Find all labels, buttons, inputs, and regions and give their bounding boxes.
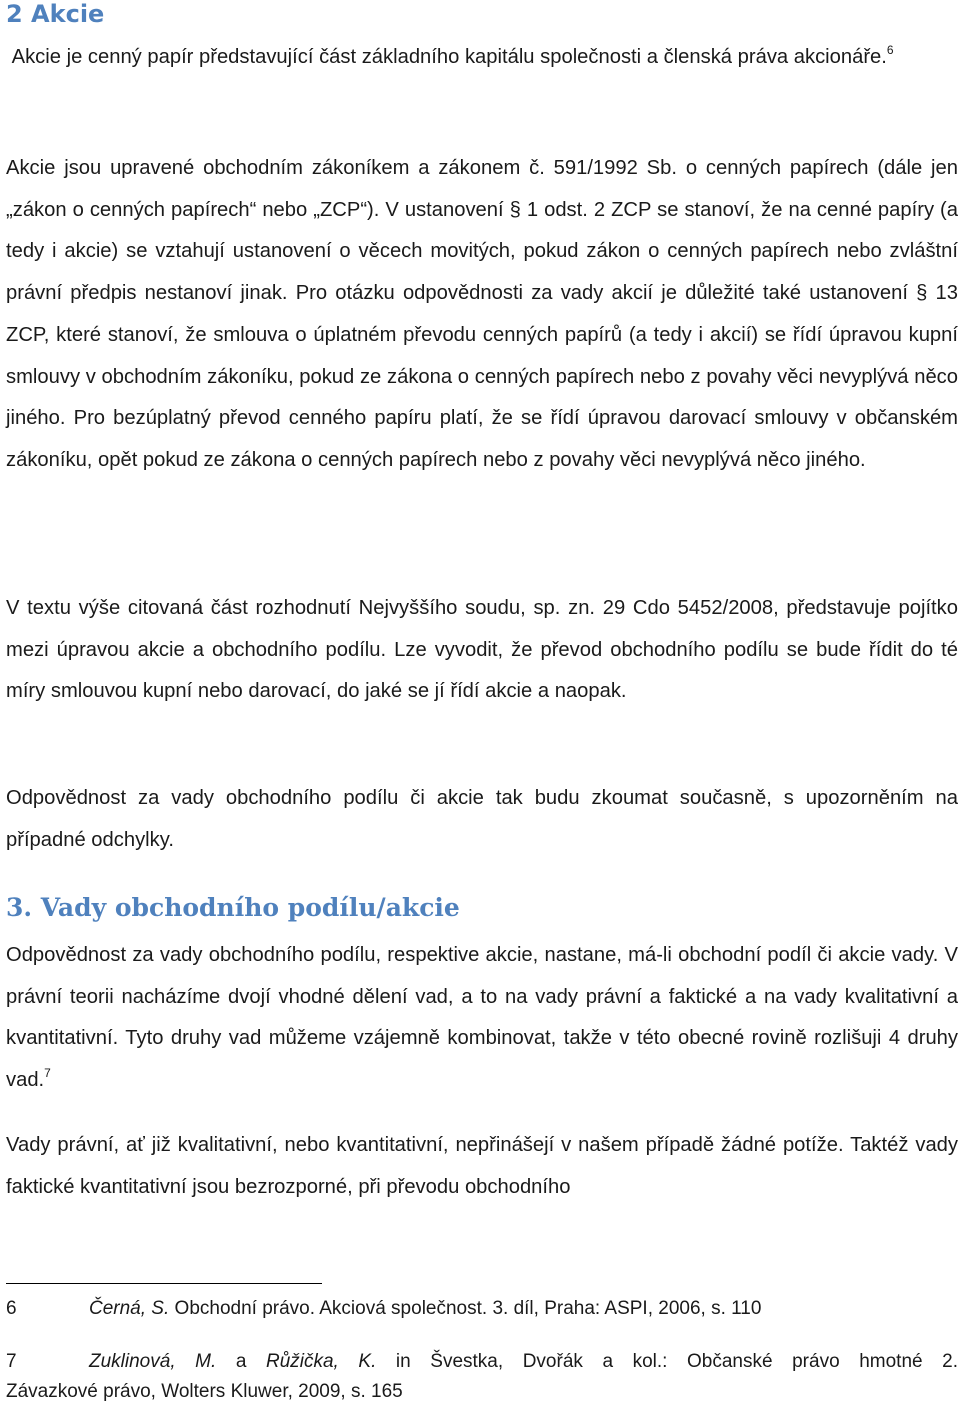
footnote-number: 7: [6, 1351, 17, 1372]
section-heading-akcie: 2 Akcie: [6, 0, 105, 28]
paragraph-akcie-legal-basis: Akcie jsou upravené obchodním zákoníkem a zákonem č. 591/1992 Sb. o cenných papírech (dále jen „zákon o cenných papírech“ nebo „ZCP“). V ustanovení § 1 odst. 2 ZCP se stanoví, že na cenné papíry (a tedy i akcie) se vztahují ustanovení o věcech movitých, pokud zákon o cenných papírech nebo zvláštní právní předpis nestanoví jinak. Pro otázku odpovědnosti za vady akcií je důležité také ustanovení § 13 ZCP, které stanoví, že smlouva o úplatném převodu cenných papírů (a tedy i akcií) se řídí úpravou kupní smlouvy v obchodním zákoníku, pokud ze zákona o cenných papírech nebo z povahy věci nevyplývá něco jiného. Pro bezúplatný převod cenného papíru platí, že se řídí úpravou darovací smlouvy v občanském zákoníku, opět pokud ze zákona o cenných papírech nebo z povahy věci nevyplývá něco jiného.: [6, 157, 958, 471]
paragraph-court-decision: V textu výše citovaná část rozhodnutí Nejvyššího soudu, sp. zn. 29 Cdo 5452/2008, představuje pojítko mezi úpravou akcie a obchodního podílu. Lze vyvodit, že převod obchodního podílu se bude řídit do té míry smlouvou kupní nebo darovací, do jaké se jí řídí akcie a naopak.: [6, 597, 958, 703]
footnote-citation: Obchodní právo. Akciová společnost. 3. díl, Praha: ASPI, 2006, s. 110: [169, 1298, 762, 1319]
paragraph-liability-approach: Odpovědnost za vady obchodního podílu či akcie tak budu zkoumat současně, s upozorněním na případné odchylky.: [6, 787, 958, 851]
footnote-author: Zuklinová, M.: [89, 1351, 217, 1372]
footnote-ref-6[interactable]: 6: [886, 43, 894, 57]
footnote-author: Černá, S.: [89, 1298, 170, 1319]
footnote-6: [6, 1294, 958, 1324]
footnote-ref-7[interactable]: 7: [44, 1066, 51, 1081]
footnote-separator: [6, 1283, 322, 1284]
footnote-line-2: Závazkové právo, Wolters Kluwer, 2009, s. 165: [6, 1381, 403, 1402]
paragraph-text: Odpovědnost za vady obchodního podílu, respektive akcie, nastane, má-li obchodní podíl či akcie vady. V právní teorii nacházíme dvojí vhodné dělení vad, a to na vady právní a faktické a na vady kvalitativní a kvantitativní. Tyto druhy vad můžeme vzájemně kombinovat, takže v této obecné rovině rozlišuji 4 druhy vad.: [6, 944, 958, 1092]
section-heading-vady: 3. Vady obchodního podílu/akcie: [6, 893, 460, 922]
footnote-citation: in Švestka, Dvořák a kol.: Občanské právo hmotné 2.: [376, 1351, 958, 1372]
footnote-7: [6, 1347, 958, 1407]
footnote-conjunction: a: [216, 1351, 266, 1372]
footnote-number: 6: [6, 1298, 17, 1319]
paragraph-legal-defects: Vady právní, ať již kvalitativní, nebo kvantitativní, nepřinášejí v našem případě žádné potíže. Taktéž vady faktické kvantitativní jsou bezrozporné, při převodu obchodního: [6, 1134, 958, 1198]
footnote-line-1: [6, 1347, 958, 1377]
paragraph-akcie-definition: [6, 37, 958, 79]
footnote-author: Růžička, K.: [265, 1351, 377, 1372]
paragraph-defect-classification: [6, 935, 958, 1102]
paragraph-text: Akcie je cenný papír představující část základního kapitálu společnosti a členská práva akcionáře.: [6, 46, 887, 68]
